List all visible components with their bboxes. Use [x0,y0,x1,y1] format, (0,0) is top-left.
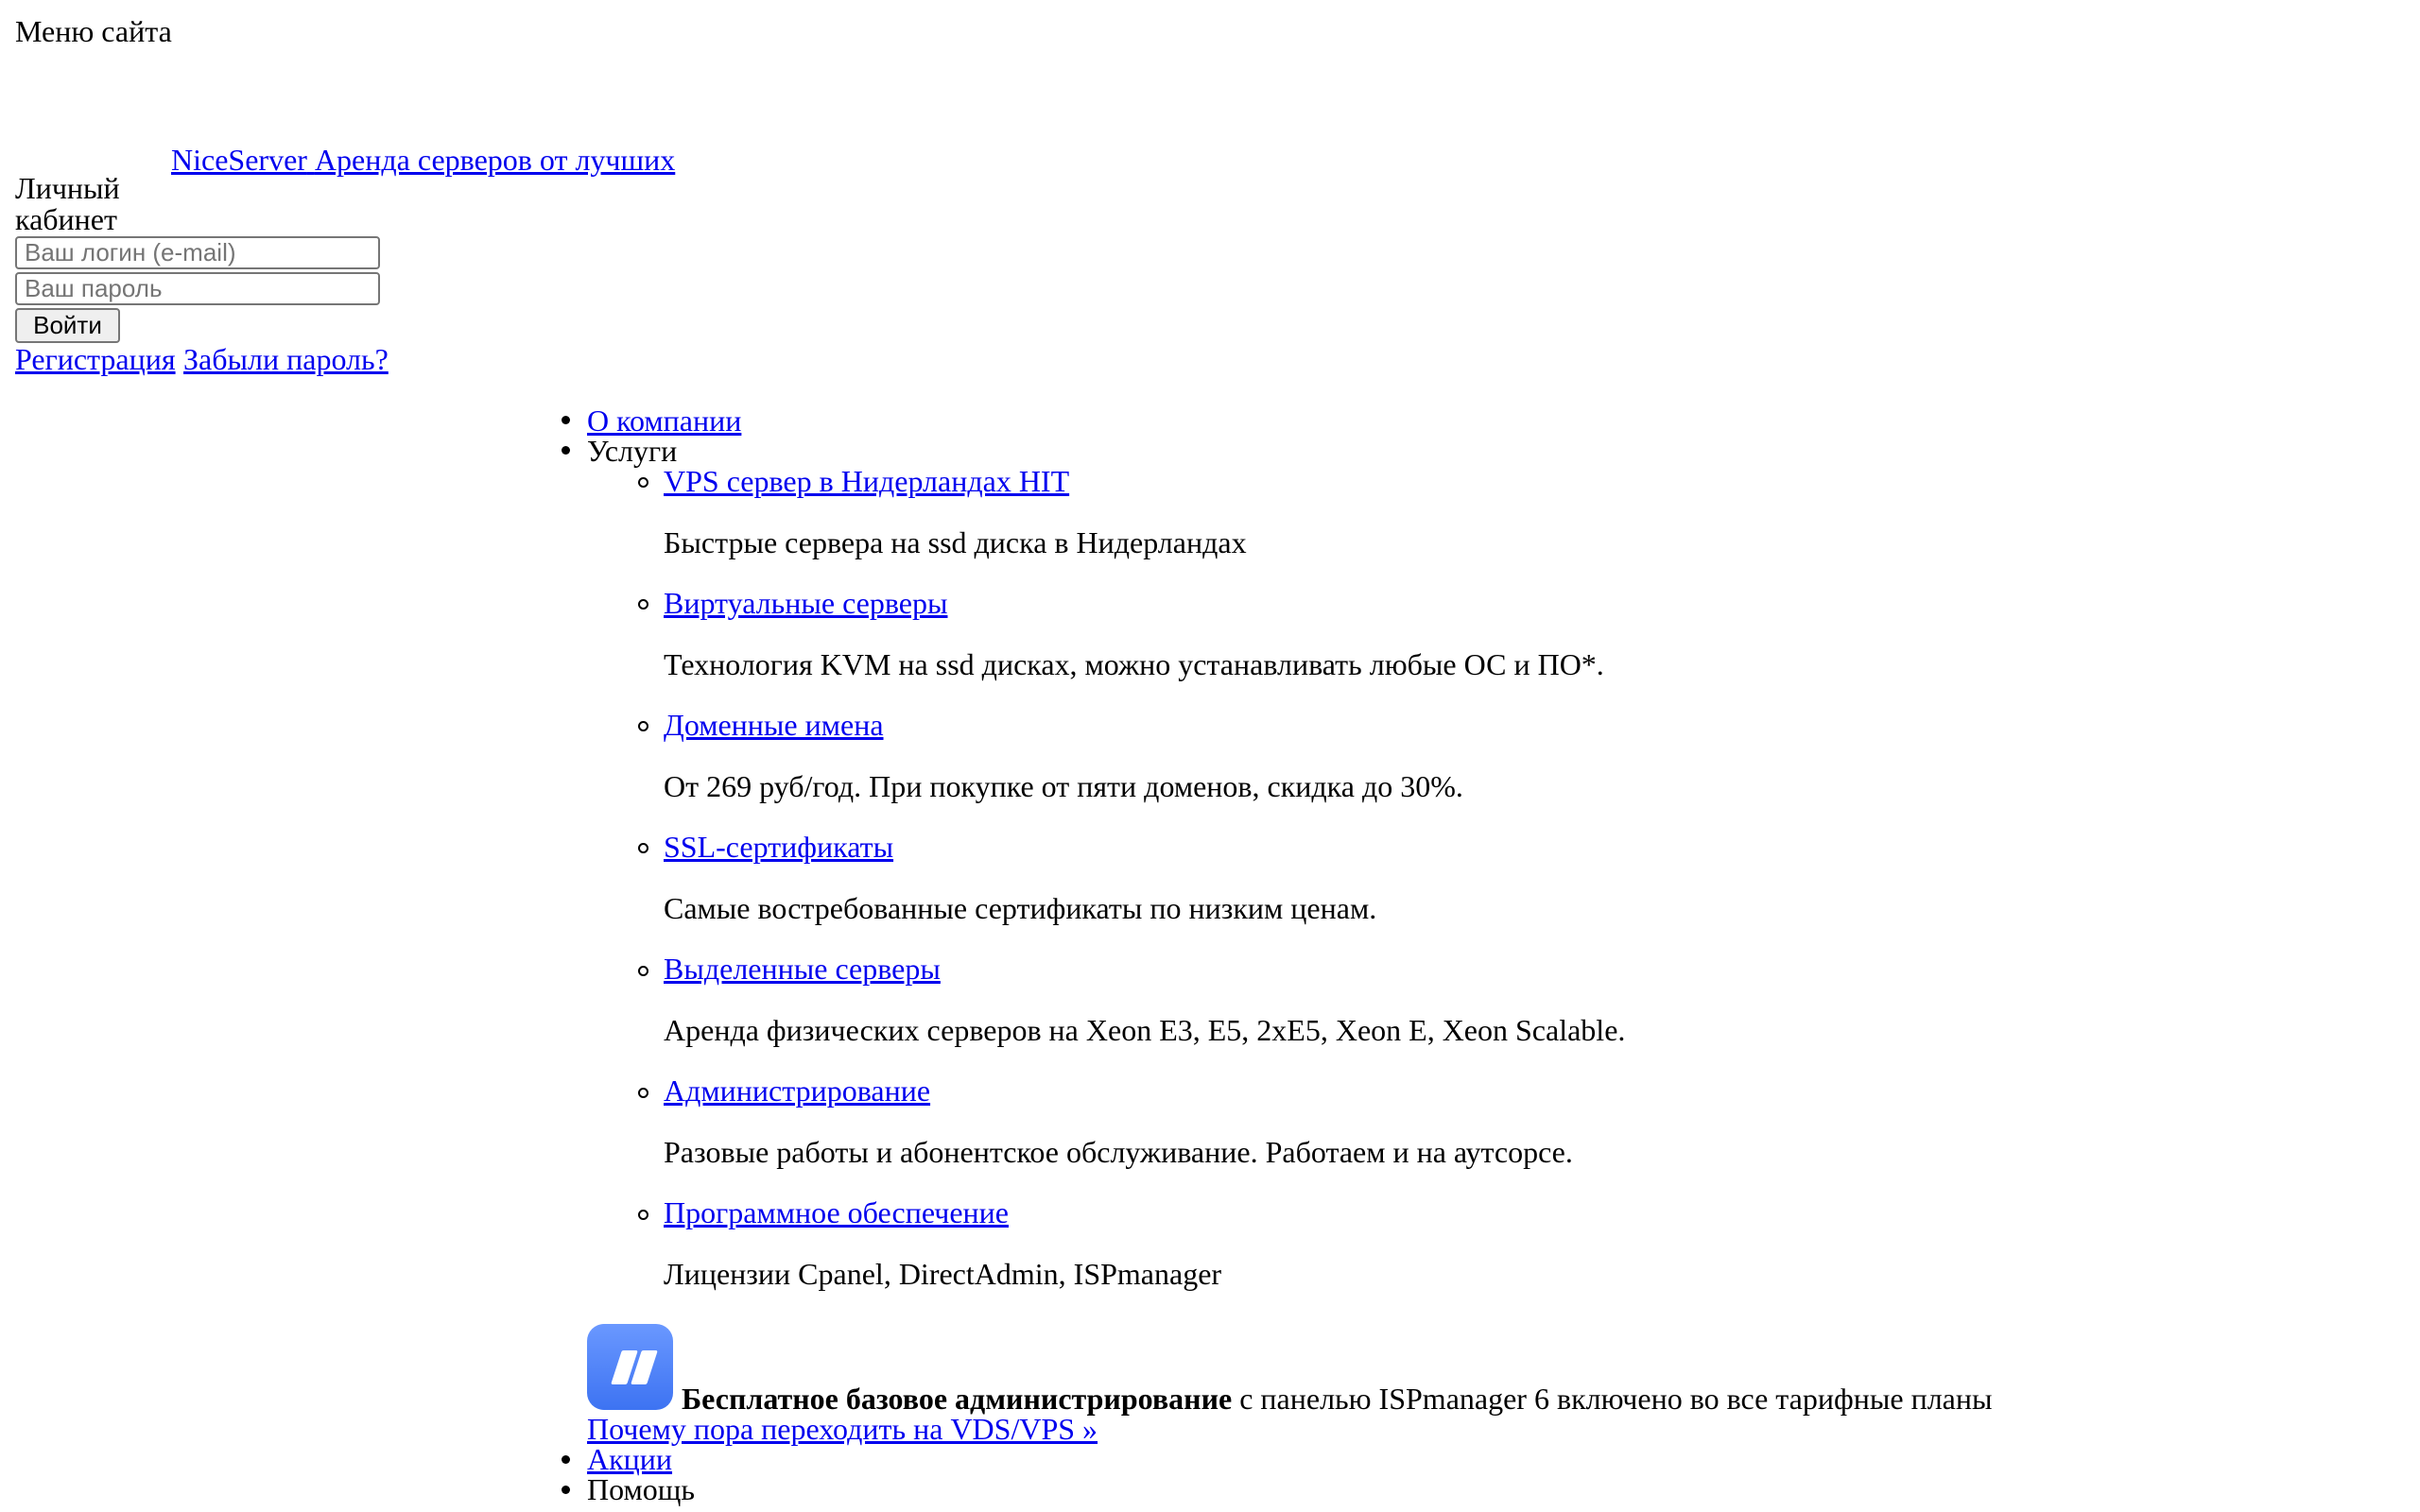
service-desc-software: Лицензии Cpanel, DirectAdmin, ISPmanager [664,1257,1222,1291]
submenu-bullet [638,477,648,488]
login-input[interactable] [15,236,380,269]
submenu-bullet [638,721,648,731]
nav-bullet [562,1486,570,1494]
nav-item-promotions[interactable]: Акции [587,1442,673,1476]
cabinet-title [15,173,120,235]
submenu-bullet [638,1088,648,1098]
service-desc-virtual-servers: Технология KVM на ssd дисках, можно устанавливать любые ОС и ПО*. [664,647,1604,681]
submenu-bullet [638,843,648,853]
promo-rest: с панелью ISPmanager 6 включено во все тарифные планы [1232,1382,1993,1416]
service-link-virtual-servers[interactable]: Виртуальные серверы [664,586,948,620]
service-desc-ssl: Самые востребованные сертификаты по низким ценам. [664,891,1377,925]
site-menu-toggle[interactable]: Меню сайта [15,14,172,48]
service-link-software[interactable]: Программное обеспечение [664,1195,1009,1229]
cabinet-title-line1: Личный [15,171,120,205]
brand-name: NiceServer [171,143,307,177]
service-link-vps-netherlands[interactable]: VPS сервер в Нидерландах HIT [664,464,1070,498]
password-input[interactable] [15,272,380,305]
nav-bullet [562,446,570,455]
cabinet-title-line2: кабинет [15,202,117,236]
nav-bullet [562,416,570,424]
service-link-domains[interactable]: Доменные имена [664,708,884,742]
service-desc-domains: От 269 руб/год. При покупке от пяти доменов, скидка до 30%. [664,769,1463,803]
service-link-ssl[interactable]: SSL-сертификаты [664,830,894,864]
submenu-bullet [638,1210,648,1220]
nav-bullet [562,1455,570,1464]
service-desc-vps-netherlands: Быстрые сервера на ssd диска в Нидерландах [664,525,1247,559]
brand-tagline: Аренда серверов от лучших [314,143,676,177]
nav-item-about[interactable]: О компании [587,404,742,438]
forgot-password-link[interactable]: Забыли пароль? [183,342,389,376]
service-link-administration[interactable]: Администрирование [664,1074,931,1108]
nav-item-services[interactable]: Услуги [587,434,678,468]
service-link-dedicated[interactable]: Выделенные серверы [664,952,941,986]
vps-migration-link[interactable]: Почему пора переходить на VDS/VPS » [587,1412,1098,1446]
service-desc-dedicated: Аренда физических серверов на Xeon E3, E5, 2xE5, Xeon E, Xeon Scalable. [664,1013,1626,1047]
register-link[interactable]: Регистрация [15,342,176,376]
nav-item-help[interactable]: Помощь [587,1472,695,1506]
submenu-bullet [638,599,648,610]
brand-link[interactable] [171,142,675,178]
submenu-bullet [638,966,648,976]
login-button[interactable]: Войти [15,308,120,343]
promo-bold: Бесплатное базовое администрирование [682,1382,1233,1416]
service-desc-administration: Разовые работы и абонентское обслуживание. Работаем и на аутсорсе. [664,1135,1573,1169]
